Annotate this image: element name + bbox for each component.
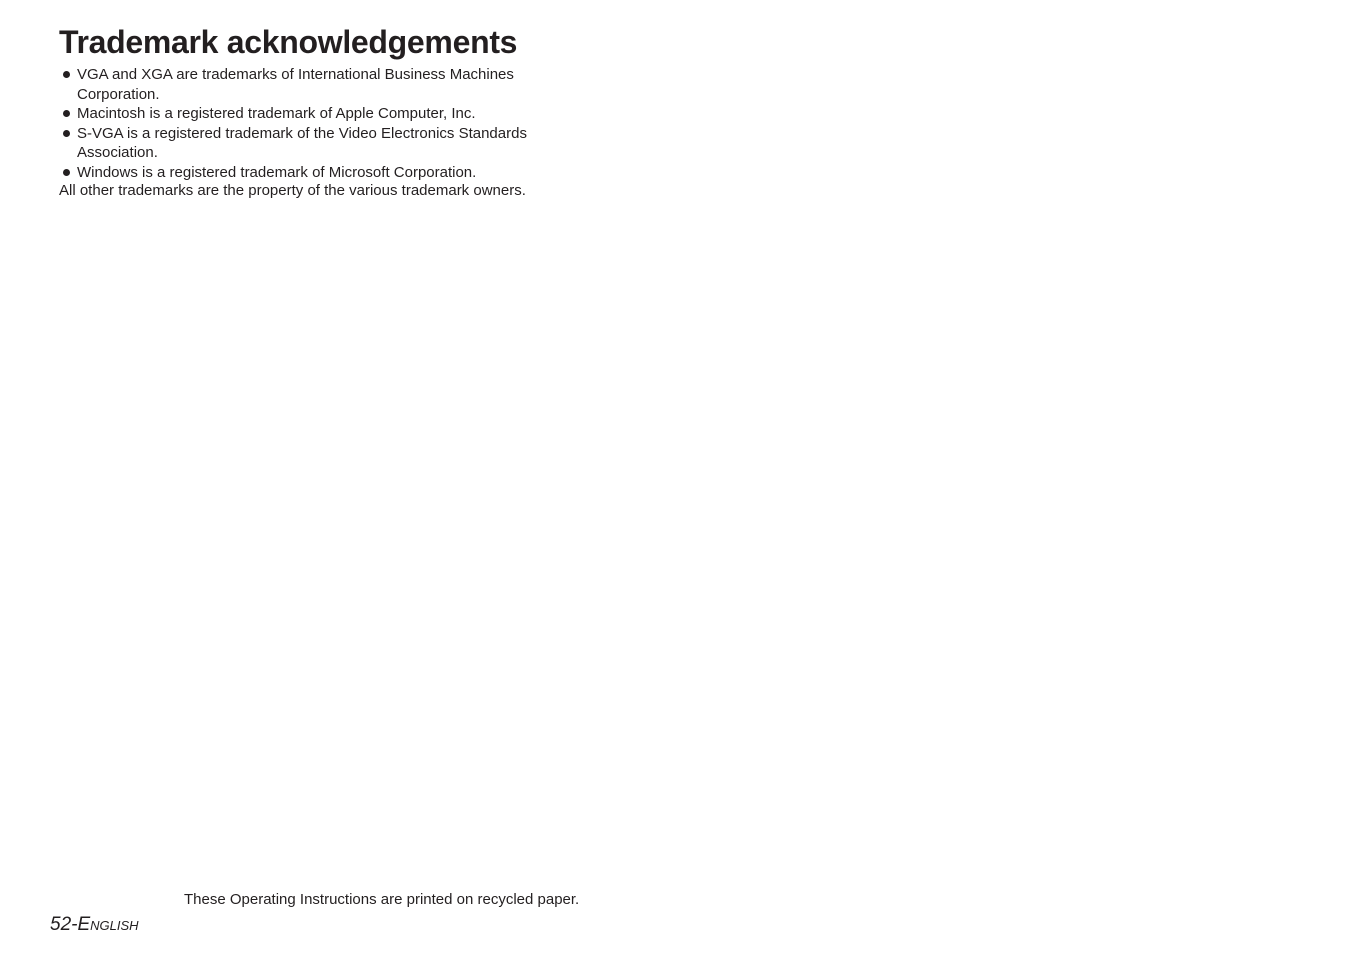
trademark-text: Windows is a registered trademark of Microsoft Corporation. [77,163,477,181]
recycled-paper-note: These Operating Instructions are printed on recycled paper. [184,891,580,908]
list-item [59,65,579,104]
closing-note: All other trademarks are the property of the various trademark owners. [59,182,526,199]
page-number [50,913,139,937]
bullet-icon [63,130,70,137]
list-item [59,104,579,124]
trademark-list [59,65,579,182]
trademark-text: VGA and XGA are trademarks of International Business Machines Corporation. [77,66,514,103]
bullet-icon [63,71,70,78]
list-item [59,124,579,163]
page-language: English [77,914,139,935]
trademark-text: S-VGA is a registered trademark of the Video Electronics Standards Association. [77,124,527,161]
list-item [59,163,579,183]
bullet-icon [63,110,70,117]
trademark-text: Macintosh is a registered trademark of Apple Computer, Inc. [77,105,476,122]
page-number-prefix: 52- [50,914,78,935]
page-title: Trademark acknowledgements [59,24,518,60]
bullet-icon [63,169,70,176]
